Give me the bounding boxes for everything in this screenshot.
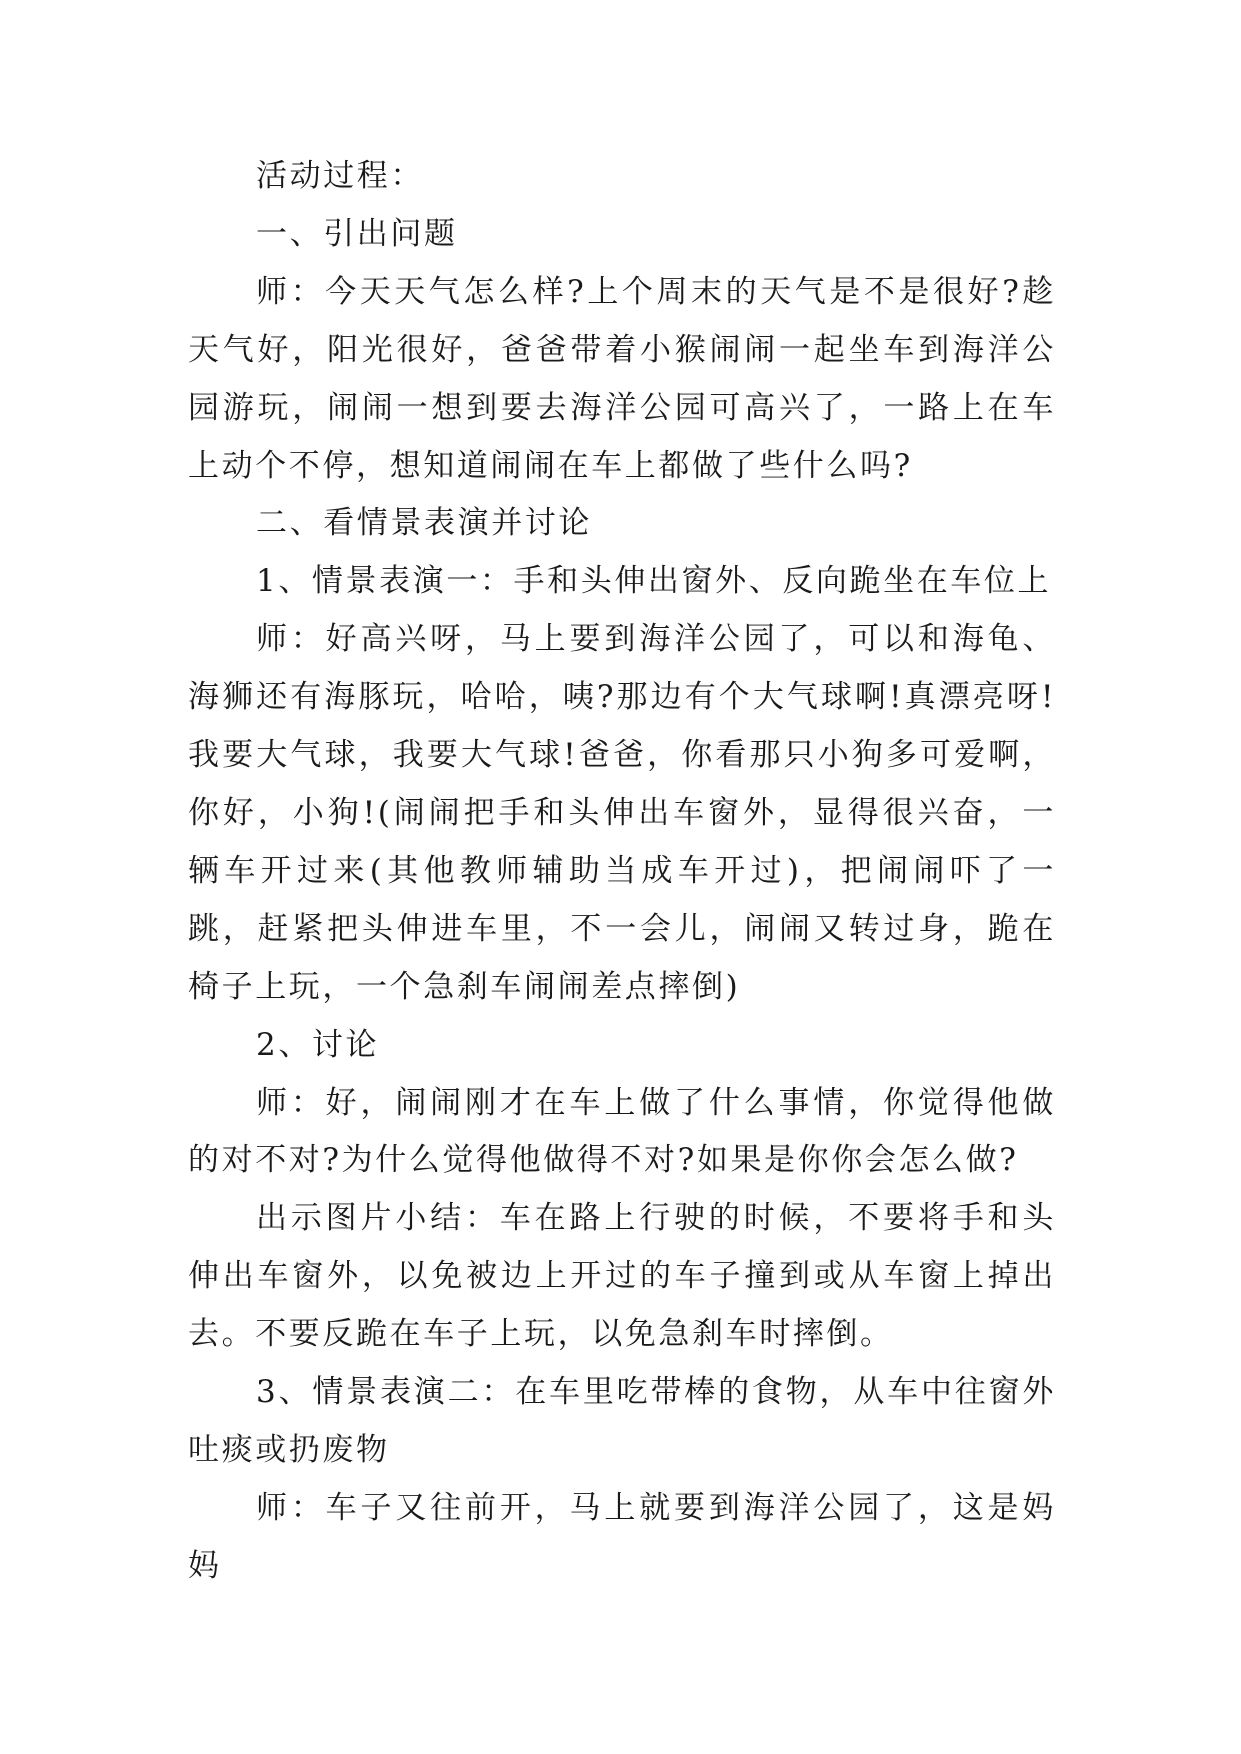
paragraph-summary: 出示图片小结：车在路上行驶的时候，不要将手和头伸出车窗外，以免被边上开过的车子撞到或从车窗上掉出去。不要反跪在车子上玩，以免急刹车时摔倒。 [188,1200,1056,1353]
subheading-discussion: 2、讨论 [256,1026,380,1063]
subheading-performance-two: 3、情景表演二：在车里吃带棒的食物，从车中往窗外吐痰或扔废物 [188,1374,1056,1468]
paragraph-performance-two-dialogue: 师：车子又往前开，马上就要到海洋公园了，这是妈妈 [188,1489,1056,1584]
paragraph-performance-one-dialogue: 师：好高兴呀，马上要到海洋公园了，可以和海龟、海狮还有海豚玩，哈哈，咦?那边有个大气球啊!真漂亮呀!我要大气球，我要大气球!爸爸，你看那只小狗多可爱啊，你好，小狗!(闹闹把手和头伸出车窗外，显得很兴奋，一辆车开过来(其他教师辅助当成车开过)，把闹闹吓了一跳，赶紧把头伸进车里，不一会儿，闹闹又转过身，跪在椅子上玩，一个急刹车闹闹差点摔倒) [188,621,1056,1005]
subheading-performance-one: 1、情景表演一：手和头伸出窗外、反向跪坐在车位上 [256,563,1052,600]
section-heading-raise-question: 一、引出问题 [256,215,458,252]
document-body [188,148,1056,1596]
section-heading-watch-performance: 二、看情景表演并讨论 [256,505,592,542]
paragraph-teacher-intro: 师：今天天气怎么样?上个周末的天气是不是很好?趁天气好，阳光很好，爸爸带着小猴闹闹一起坐车到海洋公园游玩，闹闹一想到要去海洋公园可高兴了，一路上在车上动个不停，想知道闹闹在车上都做了些什么吗? [188,273,1056,484]
section-heading-activity-process: 活动过程： [256,158,424,194]
paragraph-discussion-question: 师：好，闹闹刚才在车上做了什么事情，你觉得他做的对不对?为什么觉得他做得不对?如果是你你会怎么做? [188,1084,1056,1179]
